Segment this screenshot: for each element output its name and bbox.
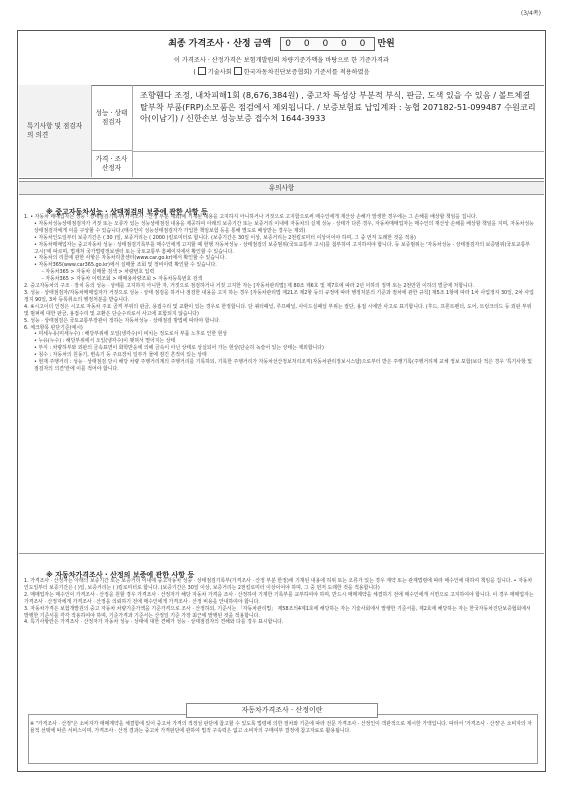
s1-item: 5. 성능 · 상태점검은 국토교통부장관이 정하는 자동차성능 · 상태점검 방법에 따라야 합니다. bbox=[24, 317, 221, 324]
appraiser-label bbox=[91, 151, 133, 177]
appraiser-opinion-text bbox=[140, 156, 538, 174]
s1-item: - 자동차365 > 자동차 실매물 검색 > 차량번호 입력 bbox=[42, 269, 155, 276]
s1-item: 6. 체크항목 판단기준(예시) bbox=[24, 324, 83, 331]
option-diagnosis-association: 한국자동차진단보증협회) 기준서를 적용하였음 bbox=[243, 69, 370, 76]
s2-item: 3. 자동차가격은 보험개발원의 중고 자동차 차량기준가액을 기준가격으로 조사 · 산정하되, 기준서는 「자동차관리법」 제58조의4제1호에 해당하는 자는 기술사회에서 발행한 기준서를, 제2호에 해당하는 자는 한국자동차진단보증협회에서 발행한 기준서를 각각 적용하여야 하며, 기준가격과 기준서는 산정일 기준 가장 최근에 발행된 것을 적용합니다. bbox=[24, 605, 531, 619]
checkbox-engineers-society[interactable] bbox=[198, 67, 206, 75]
s1-item: 3. 성능 · 상태점검자/자동차매매업자가 거짓으로 성능 · 상태 점검을 하거나 점검한 내용을 고지 하는 경우 [자동차관리법 제21조 제2항 등의 규정에 따라 행정처분의 기준과 절차에 관한 규칙] 제5조 1항에 따라 1차 사업정지 30일, 2차 사업정지 90일, 3차 등록취소의 행정처분을 받습니다. bbox=[24, 289, 534, 303]
s1-item: • 자동차인도일부터 보증기간은 ( 30 )일, 보증거리는 ( 2000 )킬로미터로 합니다. (보증기간은 30일 이상, 보증거리는 2천킬로미터 이상이어야 하며, 그 중 먼저 도래한 것을 적용) bbox=[34, 234, 416, 241]
standard-selection bbox=[17, 67, 546, 76]
s1-item: • 침수 : 자동차의 원동기, 변속기 등 주요장치 일부가 물에 잠긴 흔적이 있는 상태 bbox=[34, 352, 207, 359]
s1-item: • 미세누유(미세누수) : 해당부위에 오일(냉각수)이 비치는 정도로서 부품 노후로 인한 현상 bbox=[34, 331, 228, 338]
price-unit: 만원 bbox=[377, 39, 395, 49]
section-divider bbox=[19, 553, 544, 554]
opinion-section-label-text: 특기사항 및 점검자의 의견 bbox=[27, 122, 83, 139]
paren-open: ( bbox=[193, 69, 196, 76]
s2-item: 2. 매매업자는 매수인이 가격조사 · 산정을 원할 경우 가격조사 · 산정자가 해당 자동차 가격을 조사 · 산정하여 기재한 기록부를 교부하여야 하며, 반드시 매매계약을 체결하기 전에 매수인에게 서면으로 고지하여야 합니다. 이 경우 매매업자는 가격조사 · 산정자에게 가격조사 · 산정을 의뢰하기 전에 매수인에게 가격조사 · 산정 비용을 안내하여야 합니다. bbox=[24, 591, 534, 605]
s1-item: - 자동차365 > 자동차 이력조회 > 매매용차량조회 > 자동차등록번호 검색 bbox=[42, 276, 203, 283]
checkbox-diagnosis-association[interactable] bbox=[234, 67, 242, 75]
section1-body bbox=[24, 214, 536, 373]
price-title: 최종 가격조사 · 산정 금액 bbox=[168, 39, 272, 49]
s1-item: • 부식 : 차량하부와 외판의 금속표면이 화학반응에 의해 금속이 아닌 상태로 상실되어 가는 현상(단순히 녹슬어 있는 상태는 제외합니다) bbox=[34, 345, 324, 352]
appraiser-label-text: 가격 · 조사산정자 bbox=[95, 155, 128, 172]
option-engineers-society: 기술사회 bbox=[207, 69, 232, 76]
price-digits: 0 0 0 0 0 bbox=[285, 38, 371, 49]
s1-item: 4. ※시고이더 인정은 시고로 자동차 주요 골격 부위의 판금, 용접수리 및 교환이 있는 경우로 한정합니다. 단 쿼터패널, 루프패널, 사이드실패널 부위는 절단, 용접 시에만 사고로 표기합니다. (후드, 프론트펜더, 도어, 트렁크리드 등 외판 부위 및 범퍼에 대한 판금, 용접수리 및 교환은 단순수리로서 사고에 포함되지 않습니다) bbox=[24, 303, 532, 317]
inspector-opinion-text: 조향휀다 조정, 내차피해1회 (8,676,384원) , 중고차 특성상 부분적 부식, 판금, 도색 있을 수 있음 / 볼트체결 탈부착 부품(FRP)소모품은 점검에서 제외됩니다. / 보증보험료 납입계좌 : 농협 207182-51-099487 수원코리아(이남기) / 신한손보 성능보증 접수처 1644-3933 bbox=[140, 90, 536, 124]
s1-item: • 현재 주행거리 : 성능 · 상태점검 당시 해당 차량 주행거리계의 주행거리를 기록하되, 기록한 주행거리가 자동차선산정보처리조직(자동차관리정보시스템)으로부터 받은 주행기록(주행거리계 교체 정보 포함)보다 적은 경우 '특기사항 및 점검자의 의견'란에 이를 적어야 합니다. bbox=[34, 359, 533, 372]
s1-item: • 자동차365(www.car365.go.kr)에서 실매물 조회 및 정비이력 확인할 수 있습니다. bbox=[34, 262, 217, 269]
definition-title: 자동차가격조사 · 산정이란 bbox=[186, 703, 378, 718]
s2-item: 4. 특기사항란은 가격조사 · 산정자가 자동차 성능 · 상태에 대한 견해가 성능 · 상태점검자의 견해와 다를 경우 표시합니다. bbox=[24, 619, 284, 626]
s2-item: 1. 가격조사 · 산정자는 아래의 보증기간 또는 보증거리 이내에 중고자동차 성능 · 상태점검기록부(가격조사 · 산정 부분 한정)에 기재된 내용에 허위 또는 오류가 있는 경우 계약 또는 관계법령에 따라 매수인에 대하여 책임을 집니다. • 자동차인도일부터 보증기간은 ( )일, 보증거리는 ( )킬로미터로 합니다. (보증기간은 30일 이상, 보증거리는 2천킬로미터 이상이어야 하며, 그 중 먼저 도래한 것을 적용합니다) bbox=[24, 578, 533, 591]
s1-item: • 자동차매매업자는 중고자동차 성능 · 상태점검기록부를 매수인에게 고지할 때 현행 자동차성능 · 상태점검의 보증범위(국토교통부 고시)를 첨부하여 고지하여야 합니다. 등 보증범위는 '자동차성능 · 상태점검자의 보증범위(국토교통부 고시)'에 따르며, 법제처 국가법령정보센터 또는 국토교통부 홈페이지에서 확인할 수 있습니다. bbox=[34, 241, 531, 255]
price-field[interactable] bbox=[280, 37, 375, 51]
inspector-label-text: 성능 · 상태점검자 bbox=[95, 108, 128, 126]
s1-item: • 자동차의 리콜에 관한 사항은 자동차리콜센터(www.car.go.kr)에서 확인할 수 있습니다. bbox=[34, 255, 227, 262]
page-number: (3/4쪽) bbox=[520, 10, 541, 17]
s1-item: 2. 중고자동차의 구조 · 장치 등의 성능 · 상태를 고지하지 아니한 자, 거짓으로 점검하거나 거짓 고지한 자는 [자동차관리법] 제 80조 제6호 및 제7호에 따라 2년 이하의 징역 또는 2천만원 이하의 벌금에 처합니다. bbox=[24, 283, 475, 290]
notice-header: 유의사항 bbox=[19, 181, 544, 195]
price-title-row bbox=[17, 36, 546, 51]
section2-title-text: ※ 자동차가격조사 · 산정의 보증에 관한 사항 등 bbox=[46, 571, 195, 579]
s1-item: 1. • 자동차 매매업자는 성능 · 상태점검기록부(가격조사 · 산정 부분 제외)에 기재된 내용을 고지하지 아니하거나 거짓으로 고지함으로써 매수인에게 재산상 손해가 발생한 경우에는 그 손해를 배상할 책임을 집니다. bbox=[24, 214, 478, 220]
s1-item: • 자동차성능상태점검자가 거짓 또는 오류가 있는 성능상태점검 내용을 제공하여 아래의 보증기간 또는 보증거리 이내에 자동차의 실제 성능 · 상태가 다른 경우, 자동차매매업자는 매수인의 재산상 손해를 배상할 책임을 지며, 자동차성능상태점검자에게 이를 구상할 수 있습니다.(매수인이 성능상태점검자가 가입한 책임보험 등을 통해 별도로 배상받는 경우는 제외) bbox=[34, 220, 534, 234]
s1-item: • 누유(누수) : 해당부위에서 오일(냉각수)이 맺혀서 떨어지는 상태 bbox=[34, 338, 176, 345]
section2-body bbox=[24, 578, 536, 626]
inspector-label bbox=[91, 85, 133, 151]
opinion-section-label bbox=[19, 85, 92, 177]
price-subtitle: 이 가격조사 · 산정가격은 보험개발원의 차량기준가액을 바탕으로 한 기준가격과 bbox=[174, 57, 389, 64]
definition-text: ※ "가격조사 · 산정"은 소비자가 매매계약을 체결함에 있어 중고차 가격의 적정성 판단에 참고할 수 있도록 법령에 의한 절차와 기준에 따라 전문 가격조사 · 산정인이 객관적으로 제시한 가액입니다. 따라서 '가격조사 · 산정'은 소비자의 자율적 선택에 따른 서비스이며, 가격조사 · 산정 결과는 중고차 가격판단에 관하여 법적 구속력은 없고 소비자의 구매여부 결정에 참고자료로 활용됩니다. bbox=[30, 721, 532, 734]
section1-title-text: ※ 중고자동차성능 · 상태점검의 보증에 관한 사항 등 bbox=[46, 208, 208, 216]
row-divider bbox=[133, 151, 544, 152]
